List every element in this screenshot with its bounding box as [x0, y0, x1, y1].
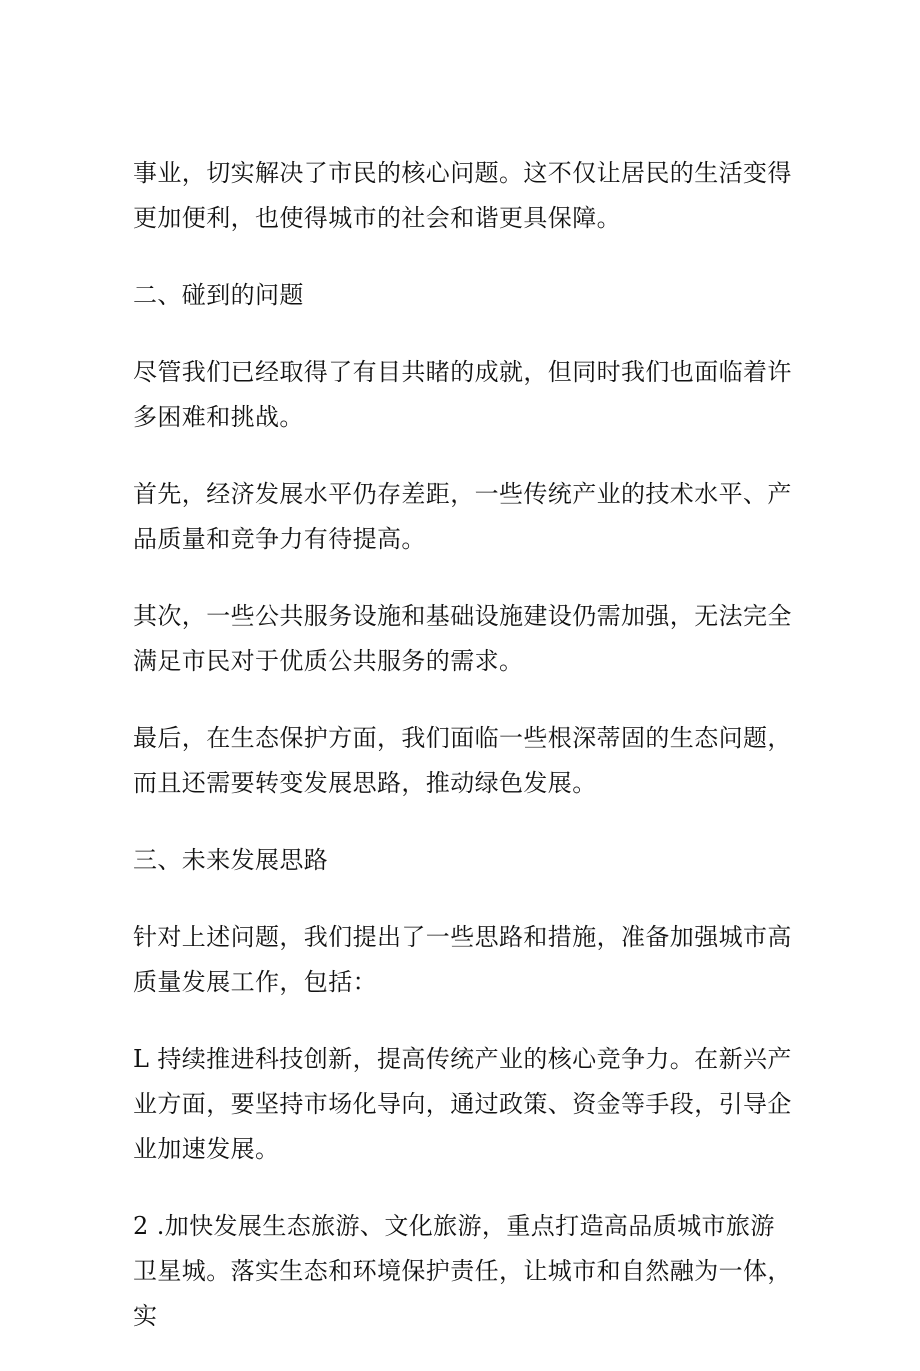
- paragraph-first-problem: 首先，经济发展水平仍存差距，一些传统产业的技术水平、产品质量和竞争力有待提高。: [133, 480, 792, 553]
- paragraph-intro-continuation: 事业，切实解决了市民的核心问题。这不仅让居民的生活变得更加便利，也使得城市的社会和谐更具保障。: [133, 159, 792, 232]
- paragraph-last-problem: 最后，在生态保护方面，我们面临一些根深蒂固的生态问题，而且还需要转变发展思路，推动绿色发展。: [133, 724, 792, 797]
- paragraph-measures-intro: 针对上述问题，我们提出了一些思路和措施，准备加强城市高质量发展工作，包括：: [133, 923, 792, 996]
- paragraph-challenges: 尽管我们已经取得了有目共睹的成就，但同时我们也面临着许多困难和挑战。: [133, 358, 792, 431]
- list-item-1: L 持续推进科技创新，提高传统产业的核心竞争力。在新兴产业方面，要坚持市场化导向，通过政策、资金等手段，引导企业加速发展。: [133, 1045, 792, 1163]
- document-body: [133, 151, 798, 1371]
- section-heading-future: 三、未来发展思路: [133, 846, 329, 874]
- paragraph-second-problem: 其次，一些公共服务设施和基础设施建设仍需加强，无法完全满足市民对于优质公共服务的需求。: [133, 602, 792, 675]
- section-heading-problems: 二、碰到的问题: [133, 281, 304, 309]
- list-item-2: 2 .加快发展生态旅游、文化旅游，重点打造高品质城市旅游卫星城。落实生态和环境保护责任，让城市和自然融为一体，实: [133, 1212, 792, 1330]
